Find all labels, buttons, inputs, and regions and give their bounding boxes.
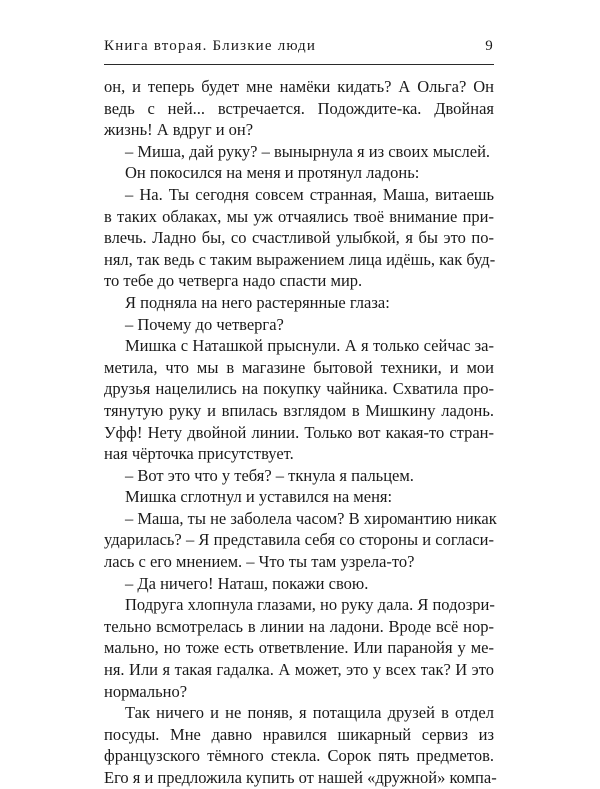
text-line: жизнь! А вдруг и он? — [104, 120, 254, 140]
text-line: тельно всмотрелась в линии на ладони. Вроде всё нор- — [104, 616, 494, 636]
text-line: нормально? — [104, 681, 188, 701]
text-line: ня. Или я такая гадалка. А может, это у всех так? И это — [104, 660, 494, 680]
text-line: Он покосился на меня и протянул ладонь: — [125, 163, 420, 183]
text-line: влечь. Ладно бы, со счастливой улыбкой, я бы это по- — [104, 228, 494, 248]
book-title: Книга вторая. Близкие люди — [104, 38, 317, 54]
body-text — [104, 76, 497, 789]
page-number: 9 — [485, 38, 494, 54]
text-line: тянутую руку и впилась взглядом в Мишкину ладонь. — [104, 400, 494, 420]
text-line: метила, что мы в магазине бытовой техники, и мои — [104, 357, 494, 377]
text-line: Так ничего и не поняв, я потащила друзей в отдел — [125, 703, 494, 723]
text-line: мально, но тоже есть ответвление. Или паранойя у ме- — [104, 638, 494, 658]
text-line: Мишка сглотнул и уставился на меня: — [125, 487, 393, 507]
text-line: – Почему до четверга? — [125, 314, 284, 334]
text-line: ударилась? – Я представила себя со стороны и согласи- — [104, 530, 494, 550]
text-line: Мишка с Наташкой прыснули. А я только сейчас за- — [125, 336, 494, 356]
text-line: друзья нацелились на покупку чайника. Схватила про- — [104, 379, 494, 399]
text-line: Подруга хлопнула глазами, но руку дала. Я подозри- — [125, 595, 495, 615]
text-line: в таких облаках, мы уж отчаялись твоё внимание при- — [104, 206, 494, 226]
text-line: – Миша, дай руку? – вынырнула я из своих мыслей. — [125, 141, 491, 161]
header-divider — [104, 64, 494, 65]
text-line: Уфф! Нету двойной линии. Только вот какая-то стран- — [104, 422, 494, 442]
text-line: – На. Ты сегодня совсем странная, Маша, витаешь — [125, 184, 494, 204]
text-line: то тебе до четверга надо спасти мир. — [104, 271, 363, 291]
text-line: ная чёрточка присутствует. — [104, 444, 294, 464]
text-line: лась с его мнением. – Что ты там узрела-то? — [104, 552, 415, 572]
text-line: ведь с ней... встречается. Подождите-ка. Двойная — [104, 98, 494, 118]
text-line: Я подняла на него растерянные глаза: — [125, 292, 390, 312]
text-line: – Маша, ты не заболела часом? В хиромантию никак — [125, 508, 497, 528]
text-line: он, и теперь будет мне намёки кидать? А Ольга? Он — [104, 77, 494, 96]
text-line: посуды. Мне давно нравился шикарный сервиз из — [104, 724, 494, 744]
text-line: – Вот это что у тебя? – ткнула я пальцем. — [125, 465, 414, 485]
text-line: – Да ничего! Наташ, покажи свою. — [125, 573, 369, 593]
text-line: Его я и предложила купить от нашей «дружной» компа- — [104, 768, 497, 787]
running-head — [104, 38, 494, 64]
text-line: французского тёмного стекла. Сорок пять предметов. — [104, 746, 494, 766]
text-line: нял, так ведь с таким выражением лица идёшь, как буд- — [104, 249, 496, 269]
